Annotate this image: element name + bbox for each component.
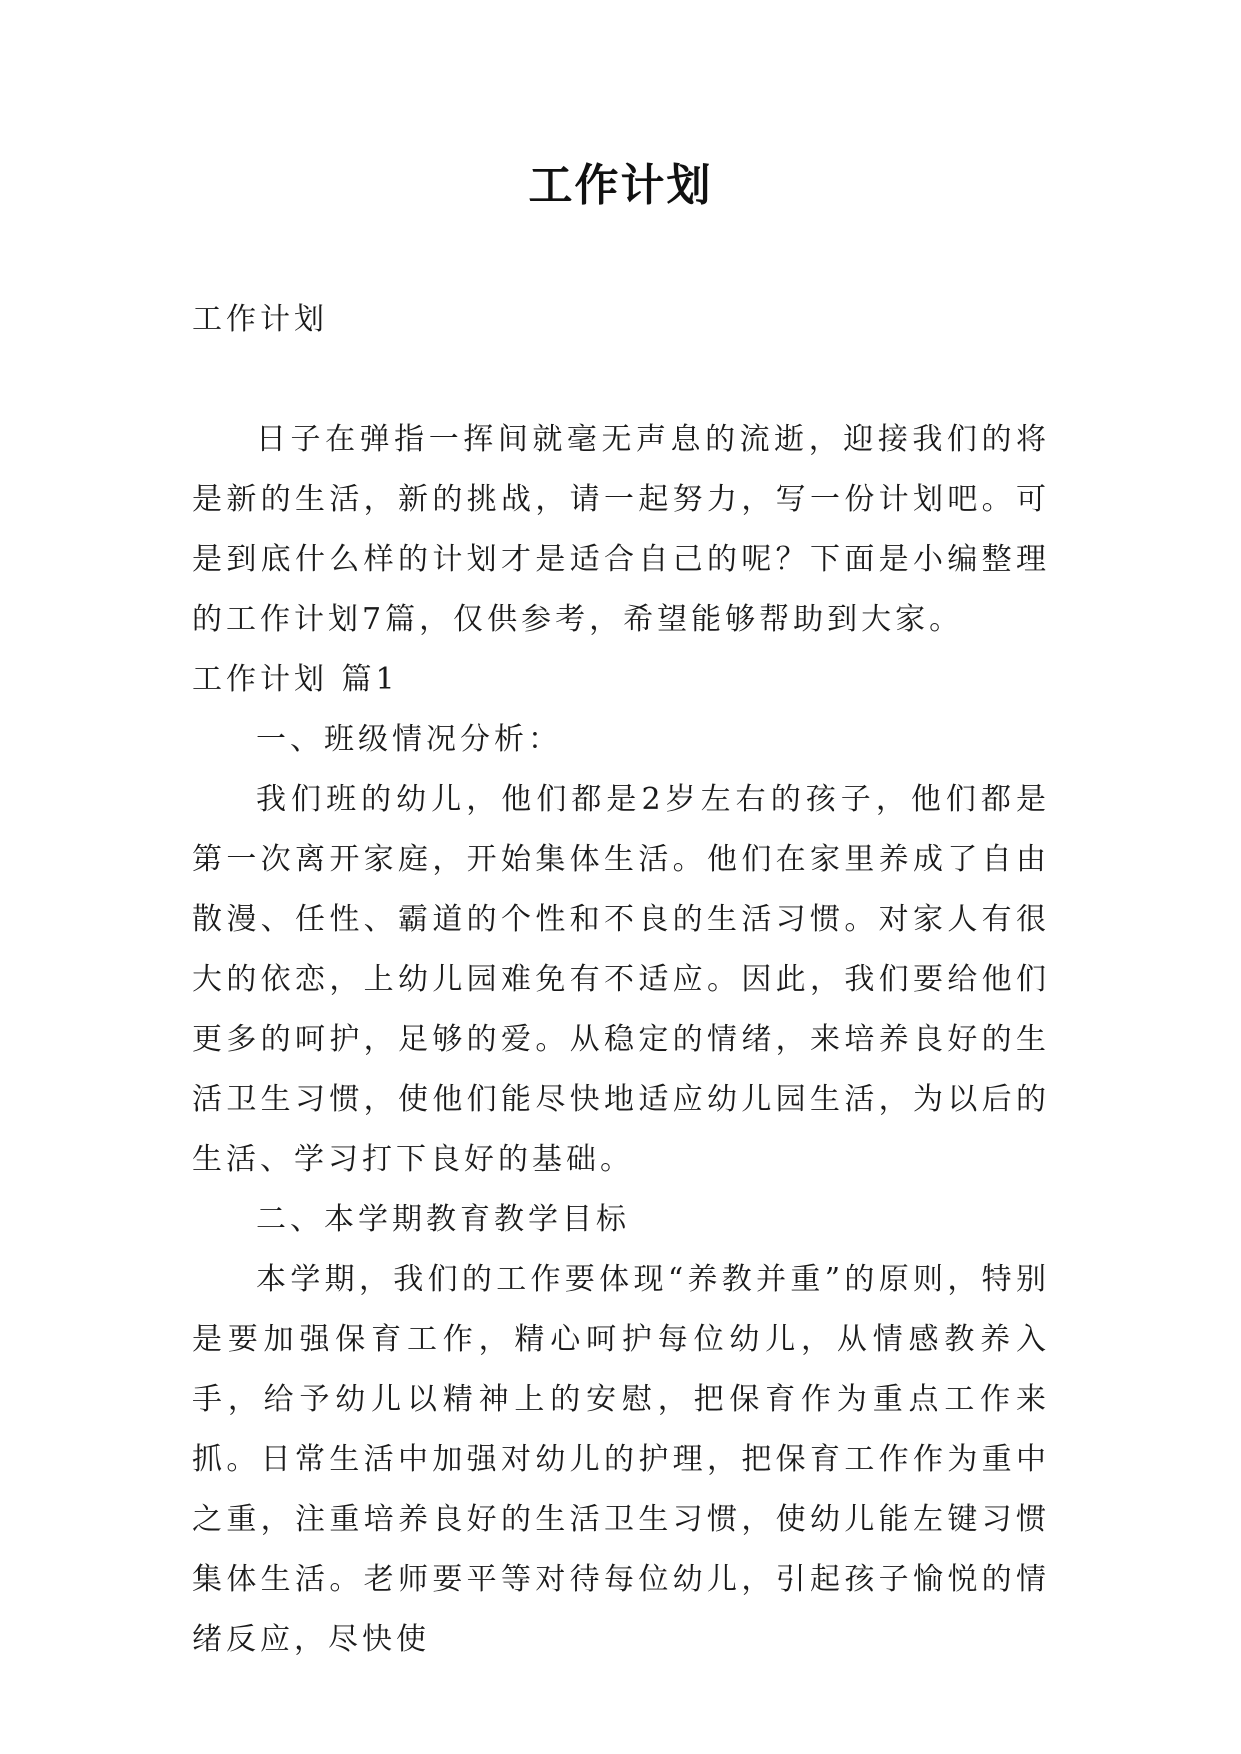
heading-semester-goals: 二、本学期教育教学目标	[256, 1202, 630, 1237]
document-body	[192, 290, 1050, 1670]
section-heading: 工作计划 篇1	[192, 662, 399, 697]
paragraph-class-analysis: 我们班的幼儿，他们都是2岁左右的孩子，他们都是第一次离开家庭，开始集体生活。他们在家里养成了自由散漫、任性、霸道的个性和不良的生活习惯。对家人有很大的依恋，上幼儿园难免有不适应。因此，我们要给他们更多的呵护，足够的爱。从稳定的情绪，来培养良好的生活卫生习惯，使他们能尽快地适应幼儿园生活，为以后的生活、学习打下良好的基础。	[192, 782, 1050, 1177]
document-title: 工作计划	[528, 160, 713, 211]
document-subtitle: 工作计划	[192, 302, 328, 337]
paragraph-semester-goals: 本学期，我们的工作要体现“养教并重”的原则，特别是要加强保育工作，精心呵护每位幼儿，从情感教养入手，给予幼儿以精神上的安慰，把保育作为重点工作来抓。日常生活中加强对幼儿的护理，把保育工作作为重中之重，注重培养良好的生活卫生习惯，使幼儿能左键习惯集体生活。老师要平等对待每位幼儿，引起孩子愉悦的情绪反应，尽快使	[192, 1262, 1050, 1657]
intro-paragraph: 日子在弹指一挥间就毫无声息的流逝，迎接我们的将是新的生活，新的挑战，请一起努力，写一份计划吧。可是到底什么样的计划才是适合自己的呢？下面是小编整理的工作计划7篇，仅供参考，希望能够帮助到大家。	[192, 422, 1050, 637]
heading-class-analysis: 一、班级情况分析：	[256, 722, 562, 757]
